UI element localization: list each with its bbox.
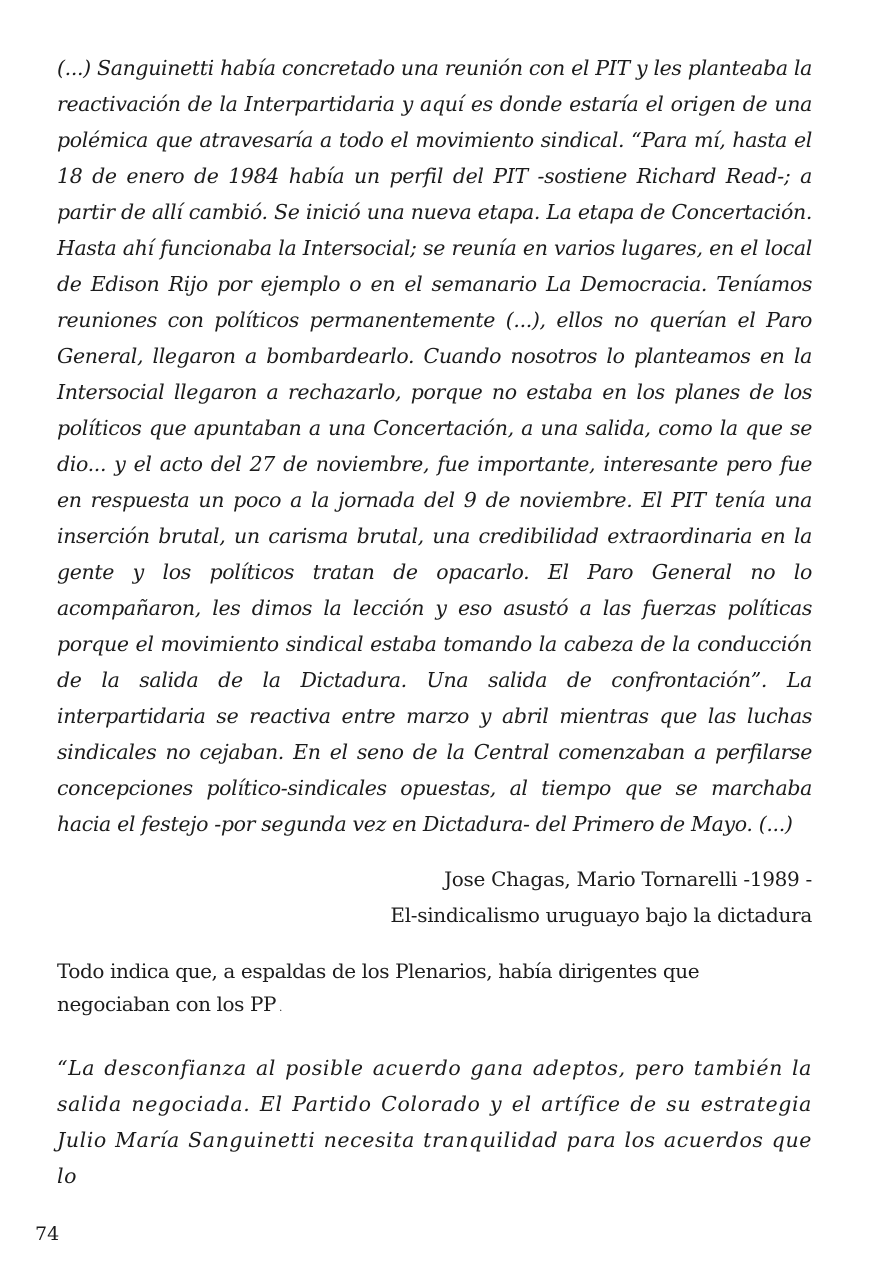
second-quote: “La desconfianza al posible acuerdo gana adeptos, pero también la salida negociada. El Partido Colorado y el artífice de su estrategia Julio María Sanguinetti necesita tranquilidad para los acuerdos que lo: [57, 1056, 812, 1188]
quote-attribution: [57, 861, 812, 933]
attribution-title: El-sindicalismo uruguayo bajo la dictadura: [390, 903, 812, 927]
attribution-authors: Jose Chagas, Mario Tornarelli -1989 -: [444, 867, 812, 891]
body-paragraph: [57, 955, 812, 1025]
block-quote: (...) Sanguinetti había concretado una reunión con el PIT y les planteaba la reactivación de la Interpartidaria y aquí es donde estaría el origen de una polémica que atravesaría a todo el movimiento sindical. “Para mí, hasta el 18 de enero de 1984 había un perfil del PIT -sostiene Richard Read-; a partir de allí cambió. Se inició una nueva etapa. La etapa de Concertación. Hasta ahí funcionaba la Intersocial; se reunía en varios lugares, en el local de Edison Rijo por ejemplo o en el semanario La Democracia. Teníamos reuniones con políticos permanentemente (...), ellos no querían el Paro General, llegaron a bombardearlo. Cuando nosotros lo planteamos en la Intersocial llegaron a rechazarlo, porque no estaba en los planes de los políticos que apuntaban a una Concertación, a una salida, como la que se dio... y el acto del 27 de noviembre, fue importante, interesante pero fue en respuesta un poco a la jornada del 9 de noviembre. El PIT tenía una inserción brutal, un carisma brutal, una credibilidad extraordinaria en la gente y los políticos tratan de opacarlo. El Paro General no lo acompañaron, les dimos la lección y eso asustó a las fuerzas políticas porque el movimiento sindical estaba tomando la cabeza de la conducción de la salida de la Dictadura. Una salida de confrontación”. La interpartidaria se reactiva entre marzo y abril mientras que las luchas sindicales no cejaban. En el seno de la Central comenzaban a perfilarse concepciones político-sindicales opuestas, al tiempo que se marchaba hacia el festejo -por segunda vez en Dictadura- del Primero de Mayo. (...): [57, 56, 812, 836]
page-content: [57, 50, 812, 1194]
page-number: 74: [35, 1223, 60, 1245]
footnote-mark: .: [279, 1003, 282, 1014]
body-paragraph-text: Todo indica que, a espaldas de los Plenarios, había dirigentes que negociaban con los PP: [57, 959, 700, 1016]
